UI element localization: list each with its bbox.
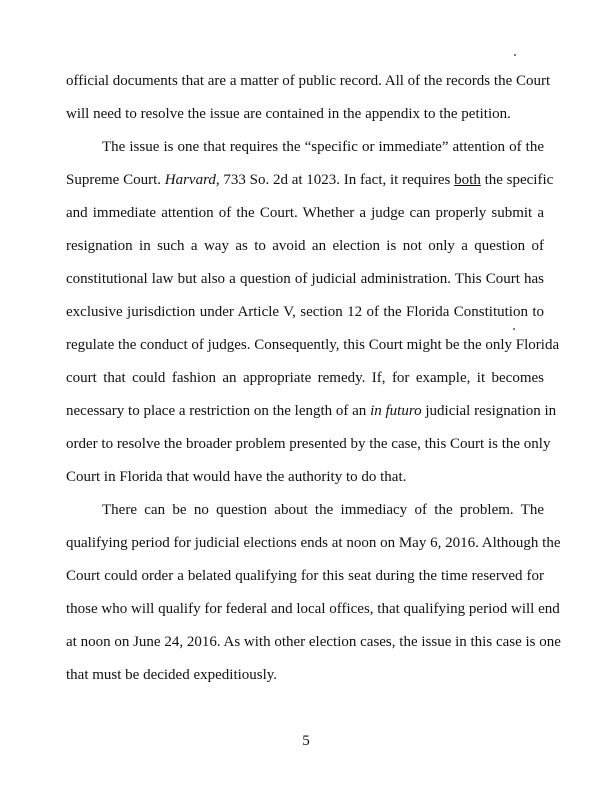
page-number: 5 — [302, 733, 310, 749]
scan-speck — [514, 54, 516, 56]
text-line-with-citation — [66, 170, 554, 190]
text-line: There can be no question about the immediacy of the problem. The — [102, 502, 544, 518]
text-line: qualifying period for judicial elections ends at noon on May 6, 2016. Although the — [66, 535, 561, 551]
text-line: official documents that are a matter of public record. All of the records the Court — [66, 73, 551, 89]
text-run: , 733 So. 2d at 1023. In fact, it requires — [215, 172, 455, 188]
text-line: constitutional law but also a question of judicial administration. This Court has — [66, 271, 544, 287]
text-line: Court could order a belated qualifying for this seat during the time reserved for — [66, 568, 544, 584]
text-run: the specific — [480, 172, 554, 188]
text-line: regulate the conduct of judges. Consequently, this Court might be the only Florida — [66, 337, 560, 353]
text-line: exclusive jurisdiction under Article V, section 12 of the Florida Constitution to — [66, 304, 544, 320]
text-line: and immediate attention of the Court. Whether a judge can properly submit a — [66, 205, 544, 221]
text-run: necessary to place a restriction on the length of an — [66, 403, 371, 419]
case-citation-italic: Harvard — [164, 172, 216, 188]
text-line: that must be decided expeditiously. — [66, 667, 278, 683]
text-line-with-italic — [66, 401, 557, 421]
text-line: order to resolve the broader problem presented by the case, this Court is the only — [66, 436, 551, 452]
text-line: The issue is one that requires the “specific or immediate” attention of the — [102, 139, 544, 155]
text-line: those who will qualify for federal and local offices, that qualifying period will end — [66, 601, 560, 617]
underlined-word: both — [454, 172, 481, 188]
text-run: Supreme Court. — [66, 172, 165, 188]
text-line: will need to resolve the issue are contained in the appendix to the petition. — [66, 106, 511, 122]
text-line: Court in Florida that would have the authority to do that. — [66, 469, 407, 485]
text-line: resignation in such a way as to avoid an election is not only a question of — [66, 238, 544, 254]
text-line: at noon on June 24, 2016. As with other election cases, the issue in this case is one — [66, 634, 561, 650]
latin-phrase-italic: in futuro — [370, 403, 422, 419]
text-run: judicial resignation in — [421, 403, 557, 419]
text-line: court that could fashion an appropriate remedy. If, for example, it becomes — [66, 370, 544, 386]
scan-speck — [513, 328, 515, 330]
